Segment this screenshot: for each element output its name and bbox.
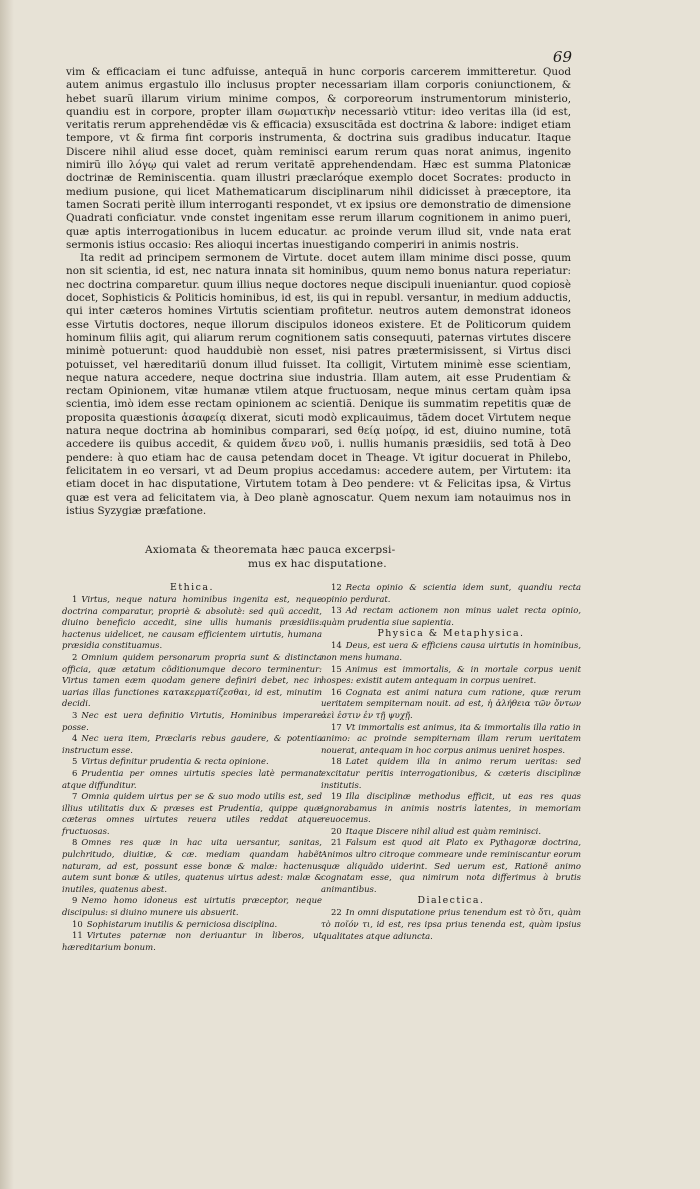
axiom-item <box>62 733 322 756</box>
axiom-text: Sophistarum inutilis & perniciosa disciplina. <box>86 918 278 929</box>
section-heading: Dialectica. <box>417 895 485 907</box>
page-gutter-shadow <box>0 0 14 1189</box>
axiom-item <box>62 930 322 953</box>
axiom-number: 22 <box>331 907 342 918</box>
axiom-number: 19 <box>331 791 342 802</box>
axiom-text: Omnes res quæ in hac uita uersantur, sanitas, pulchritudo, diuitiæ, & cæ. mediam quandam habẽt naturam, ad est, possunt esse bonæ & malæ: hactenus autem sunt bonæ & utiles, quatenus uirtus adest: malæ & inutiles, quatenus abest. <box>62 837 322 894</box>
axiom-number: 11 <box>72 930 83 941</box>
axiom-item <box>62 895 322 918</box>
axiom-item <box>321 826 581 838</box>
axiom-text: Virtutes paternæ non deriuantur in liberos, ut hæreditarium bonum. <box>62 930 322 952</box>
axiom-text: Falsum est quod ait Plato ex Pythagoræ doctrina, Animos ultro citroque commeare unde reminiscantur eorum quæ aliquãdo uiderint. Sed uerum est, Rationẽ animo cognatam esse, qua nimirum nota differimus à brutis animantibus. <box>321 837 581 894</box>
axiom-number: 13 <box>331 605 342 616</box>
axiom-number: 14 <box>331 640 342 651</box>
axiom-item <box>62 791 322 837</box>
axiom-text: Recta opinio & scientia idem sunt, quandiu recta opinio perdurat. <box>321 582 581 604</box>
axiom-number: 5 <box>72 756 78 767</box>
axiom-number: 9 <box>72 895 78 906</box>
axiom-item <box>62 756 322 768</box>
axiom-number: 21 <box>331 837 342 848</box>
axiom-text: Nemo homo idoneus est uirtutis præceptor, neque discipulus: si diuino munere uis absuerit. <box>62 895 322 918</box>
axioms-heading-line-2: mus ex hac disputatione. <box>248 557 387 570</box>
axiom-item <box>321 722 581 757</box>
axiom-number: 12 <box>331 582 342 592</box>
axiom-item <box>321 640 581 663</box>
axiom-text: Omnia quidem uirtus per se & suo modo utilis est, sed illius utilitatis dux & præses est Prudentia, quippe quæ cæteras omnes uirtutes reuera utiles reddat atque fructuosas. <box>62 791 322 836</box>
axiom-item <box>321 664 581 687</box>
axiom-text: Ad rectam actionem non minus ualet recta opinio, quàm prudentia siue sapientia. <box>321 605 581 627</box>
axiom-item <box>321 582 581 605</box>
axiom-text: Omnium quidem personarum propria sunt & distincta officia, quæ ætatum cõditionumque decoro terminentur: Virtus tamen eæm quodam genere definiri debet, nec in uarias illas functiones κατακερματίζεσθαι, id est, minutim decidi. <box>62 651 322 709</box>
axiom-number: 17 <box>331 721 342 732</box>
axiom-item <box>321 837 581 895</box>
axiom-text: Deus, est uera & efficiens causa uirtutis in hominibus, non mens humana. <box>321 640 581 662</box>
axioms-heading <box>145 544 565 571</box>
axiom-item <box>62 652 322 710</box>
axiom-item <box>321 687 581 722</box>
axiom-number: 10 <box>72 918 83 929</box>
axiom-number: 16 <box>331 686 342 697</box>
axiom-number: 6 <box>72 767 78 778</box>
axiom-number: 2 <box>72 651 78 662</box>
section-heading: Physica & Metaphysica. <box>377 628 525 640</box>
axiom-text: Virtus definitur prudentia & recta opinione. <box>81 756 269 767</box>
axiom-item <box>321 756 581 791</box>
axiom-text: Animus est immortalis, & in mortale corpus uenit hospes: existit autem antequam in corpus ueniret. <box>321 663 581 686</box>
axiom-text: Nec est uera definitio Virtutis, Hominibus imperare posse. <box>62 709 322 732</box>
axiom-item <box>321 605 581 628</box>
commentary-text <box>66 66 571 518</box>
axiom-number: 3 <box>72 709 78 720</box>
axiom-number: 4 <box>72 733 78 744</box>
axiom-number: 18 <box>331 756 342 767</box>
axiom-item <box>62 837 322 895</box>
axiom-text: Nec uera item, Præclaris rebus gaudere, & potentia instructum esse. <box>62 733 322 755</box>
axiom-number: 15 <box>331 663 342 674</box>
section-heading: Ethica. <box>170 582 214 593</box>
axiom-number: 7 <box>72 791 78 802</box>
axiom-text: Itaque Discere nihil aliud est quàm reminisci. <box>345 825 542 836</box>
axioms-right-column <box>321 582 581 942</box>
axiom-text: Vt immortalis est animus, ita & immortalis illa ratio in animo: ac proinde sempiternam illam rerum ueritatem nouerat, antequam in hoc corpus animus ueniret hospes. <box>321 721 581 755</box>
axiom-item <box>321 791 581 826</box>
axioms-heading-line-1: Axiomata & theoremata hæc pauca excerpsi- <box>145 544 396 556</box>
axioms-left-column <box>62 582 322 953</box>
axiom-text: Prudentia per omnes uirtutis species latè permanat atque diffunditur. <box>62 767 322 790</box>
axiom-item <box>62 710 322 733</box>
axiom-item <box>62 919 322 931</box>
axiom-text: Illa disciplinæ methodus efficit, ut eas res quas ignorabamus in animis nostris latentes, in memoriam reuocemus. <box>321 791 581 825</box>
axiom-number: 1 <box>72 594 78 604</box>
axiom-text: Virtus, neque natura hominibus ingenita est, neque doctrina comparatur, propriè & absolutè: sed quũ accedit, diuino beneficio accedit, sine ullis humanis præsidiis: hactenus uidelicet, ne causam efficientem uirtutis, humana præsidia constituamus. <box>62 594 322 651</box>
axiom-number: 20 <box>331 825 342 836</box>
axiom-item <box>62 768 322 791</box>
commentary-paragraph-1: vim & efficaciam ei tunc adfuisse, antequã in hunc corporis carcerem immitteretur. Quod autem animus ergastulo illo inclusus propter necessariam illam corporis coniunctionem, & hebet suarũ illarum virium minime compos, & corporeorum instrumentorum ministerio, quandiu est in corpore, propter illam σωματικὴν necessariò vtitur: ideo veritas illa (id est, veritatis rerum apprehendẽdæ vis & efficacia) exsuscitãda est doctrina & labore: indiget etiam tempore, vt & firma fint corporis instrumenta, & doctrina suis gradibus inducatur. Itaque Discere nihil aliud esse docet, quàm reminisci earum rerum quas norat animus, ingenito nimirũ illo λόγῳ qui valet ad rerum veritatẽ apprehendendam. Hæc est summa Platonicæ doctrinæ de Reminiscentia. quam illustri præclaróque exemplo docet Socrates: producto in medium pusione, qui licet Mathematicarum disciplinarum nihil didicisset à præceptore, ita tamen Socrati peritè illum interroganti respondet, vt ex ipsius ore demonstratio de dimensione Quadrati conficiatur. vnde constet ingenitam esse rerum illarum cognitionem in animo pueri, quæ aptis interrogationibus in lucem educatur. ac proinde verum illud sit, vnde nata erat sermonis istius occasio: Res alioqui incertas inuestigando comperiri in animis nostris. <box>66 66 571 251</box>
page-number: 69 <box>552 48 572 66</box>
axiom-text: Latet quidem illa in animo rerum ueritas: sed excitatur peritis interrogationibus, & cæteris disciplinæ institutis. <box>321 756 581 790</box>
axiom-text: In omni disputatione prius tenendum est τὸ ὅτι, quàm τὸ ποῖόν τι, id est, res ipsa prius tenenda est, quàm ipsius qualitates atque adiuncta. <box>321 907 581 941</box>
commentary-paragraph-2: Ita redit ad principem sermonem de Virtute. docet autem illam minime disci posse, quum non sit scientia, id est, nec natura innata sit hominibus, quum nemo bonus natura reperiatur: nec doctrina comparetur. quum illius neque doctores neque discipuli inueniantur. quod copiosè docet, Sophisticis & Politicis hominibus, id est, iis qui in republ. versantur, in medium adductis, qui inter cæteros homines Virtutis scientiam profitetur. neutros autem demonstrat idoneos esse Virtutis doctores, neque illorum discipulos idoneos existere. Et de Politicorum quidem hominum filiis agit, qui aliarum rerum cognitionem satis consequuti, paternas virtutes discere minimè potuerunt: quod hauddubiè non esset, nisi patres prætermisissent, si Virtus disci potuisset, vel hæreditariũ donum illud fuisset. Ita colligit, Virtutem minimè esse scientiam, neque natura accedere, neque doctrina siue industria. Illam autem, ait esse Prudentiam & rectam Opinionem, vitæ humanæ vtilem atque fructuosam, neque minus certam quàm ipsa scientia, imò idem esse rectam opinionem ac scientiã. Denique iis summatim repetitis quæ de proposita quæstionis ἀσαφείᾳ dixerat, sicuti modò explicauimus, tãdem docet Virtutem neque natura neque doctrina ab hominibus comparari, sed θείᾳ μοίρᾳ, id est, diuino numine, totã accedere iis quibus accedit, & quidem ἄνευ νοῦ, i. nullis humanis præsidiis, sed totã à Deo pendere: à quo etiam hac de causa petendam docet in Theage. Vt igitur docuerat in Philebo, felicitatem in eo versari, vt ad Deum propius accedamus: accedere autem, per Virtutem: ita etiam docet in hac disputatione, Virtutem totam à Deo pendere: vt & Felicitas ipsa, & Virtus quæ est vera ad felicitatem via, à Deo planè agnoscatur. Quem nexum iam notauimus nos in istius Syzygiæ præfatione. <box>66 252 571 517</box>
axiom-text: Cognata est animi natura cum ratione, quæ rerum ueritatem sempiternam nouit. ad est, ἡ ἀλήθεια τῶν ὄντων ἀεὶ ἐστιν ἐν τῇ ψυχῇ. <box>321 686 581 720</box>
axiom-number: 8 <box>72 837 78 848</box>
axiom-item <box>62 594 322 652</box>
axiom-item <box>321 907 581 942</box>
